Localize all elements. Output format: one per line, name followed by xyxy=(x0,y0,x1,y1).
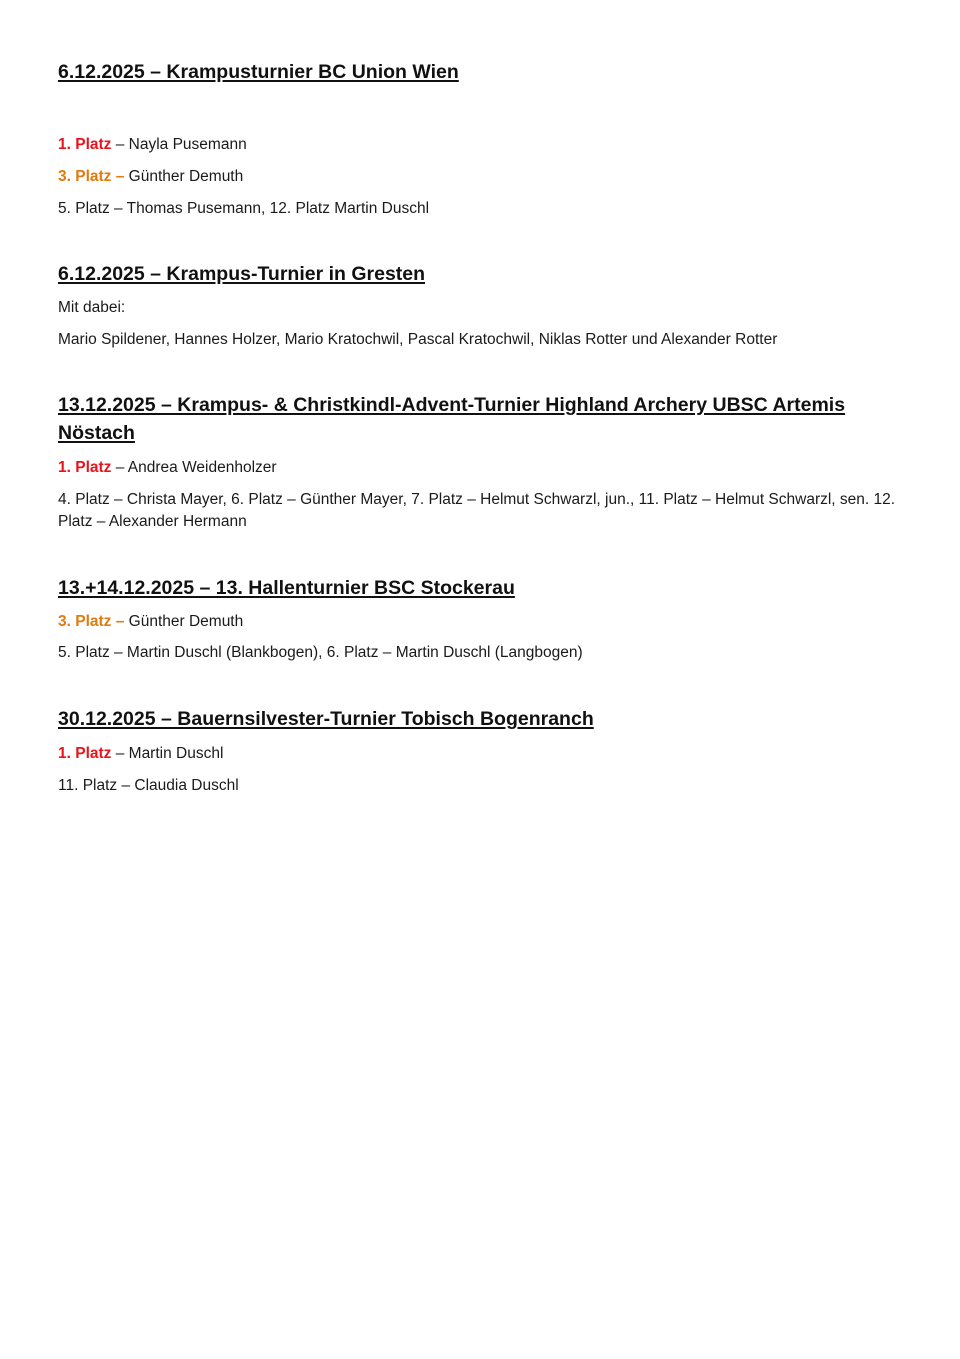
result-line: 4. Platz – Christa Mayer, 6. Platz – Günther Mayer, 7. Platz – Helmut Schwarzl, jun., 11. Platz – Helmut Schwarzl, sen. 12. Platz – Alexander Hermann xyxy=(58,491,896,530)
tournament-heading: 13.12.2025 – Krampus- & Christkindl-Advent-Turnier Highland Archery UBSC Artemis Nöstach xyxy=(58,394,846,444)
tournament-heading: 6.12.2025 – Krampus-Turnier in Gresten xyxy=(58,263,426,285)
result-text: Günther Demuth xyxy=(124,613,244,630)
first-place-label: 1. Platz xyxy=(58,745,112,762)
third-place-label: 3. Platz – xyxy=(58,168,125,185)
participants-line: Mario Spildener, Hannes Holzer, Mario Kratochwil, Pascal Kratochwil, Niklas Rotter und Alexander Rotter xyxy=(58,331,778,348)
result-line: 5. Platz – Martin Duschl (Blankbogen), 6. Platz – Martin Duschl (Langbogen) xyxy=(58,644,583,661)
first-place-label: 1. Platz xyxy=(58,459,112,476)
third-place-label: 3. Platz – xyxy=(58,613,125,630)
tournament-heading: 6.12.2025 – Krampusturnier BC Union Wien xyxy=(58,61,459,83)
result-line: Mit dabei: xyxy=(58,299,126,316)
tournament-heading: 13.+14.12.2025 – 13. Hallenturnier BSC Stockerau xyxy=(58,577,515,599)
result-line xyxy=(58,134,247,156)
result-text: – Andrea Weidenholzer xyxy=(111,459,277,476)
result-line: 11. Platz – Claudia Duschl xyxy=(58,777,239,794)
result-line xyxy=(58,743,223,765)
result-line xyxy=(58,611,243,633)
result-text: – Nayla Pusemann xyxy=(111,136,247,153)
result-text: Günther Demuth xyxy=(124,168,244,185)
tournament-heading: 30.12.2025 – Bauernsilvester-Turnier Tobisch Bogenranch xyxy=(58,708,594,730)
result-line xyxy=(58,457,277,479)
result-text: – Martin Duschl xyxy=(111,745,224,762)
result-line: 5. Platz – Thomas Pusemann, 12. Platz Martin Duschl xyxy=(58,200,430,217)
result-line xyxy=(58,166,243,188)
first-place-label: 1. Platz xyxy=(58,136,112,153)
